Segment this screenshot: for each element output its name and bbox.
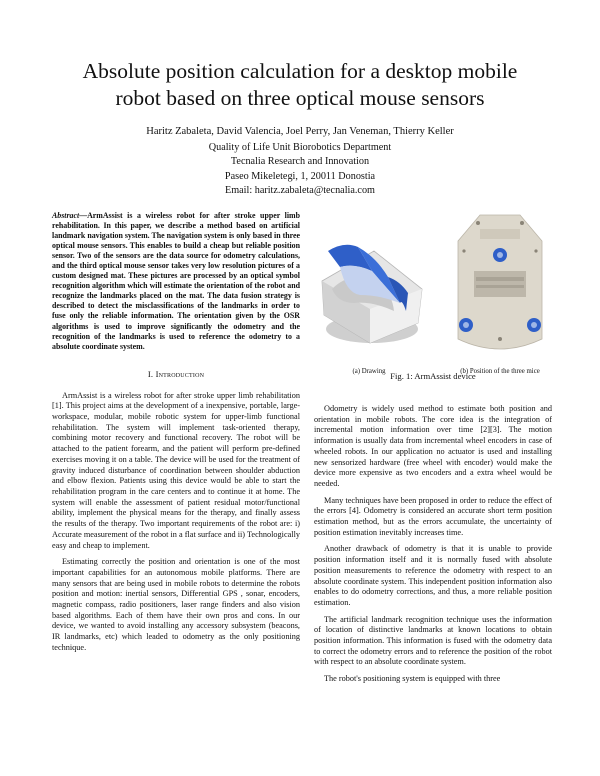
left-column: [52, 211, 300, 660]
title-line-2: robot based on three optical mouse sensors: [115, 86, 485, 110]
affiliation-address: Paseo Mikeletegi, 1, 20011 Donostia: [224, 170, 376, 182]
section-title: Introduction: [155, 368, 205, 379]
subfigure-caption-a: (a) Drawing: [352, 368, 386, 375]
paper-title: [40, 58, 560, 112]
paragraph: Estimating correctly the position and orientation is one of the most important capabilities for an autonomous mobile platforms. There are many sensors that are being used in mobile robots to determine the robots position and motion: inertial sensors, Differential GPS , sonar, encoders, magnetic compass, radio positioners, laser range finders and also vision based algorithms. Each of them have their own pros and cons. In our device, we wanted to avoid installing any accessory subsystem (beacons, IR landmarks, etc) which leaded to odometry as the only positioning technique.: [52, 557, 300, 652]
paragraph: The artificial landmark recognition technique uses the information of location of distinctive landmarks at known locations to obtain position information. This information is fused with the odometry data to correct the odometry errors and to reference the position of the robot with respect to an absolute coordinate system.: [314, 614, 552, 667]
title-line-1: Absolute position calculation for a desktop mobile: [82, 59, 518, 83]
abstract-lead: Abstract: [52, 211, 80, 220]
subfigure-caption-b: (b) Position of the three mice: [460, 368, 540, 375]
abstract: [52, 211, 300, 352]
affiliation-org: Tecnalia Research and Innovation: [230, 156, 370, 167]
left-body-text: [52, 391, 300, 654]
figure-1: [310, 211, 556, 391]
paragraph: ArmAssist is a wireless robot for after stroke upper limb rehabilitation [1]. This project aims at the development of a inexpensive, portable, large-workspace, modular, mobile robotic system for upper-limb functional rehabilitation. The system will implement task-oriented therapy, combining motor recovery and functional recovery. The robot will be attached to the patient forearm, and the patient will perform pre-defined exercises moving it on a table. The device will be used for the treatment of gravity induced disturbance of coordination between shoulder abduction and elbow flexion. Patients using this device would be able to start the rehabilitation program in the care centers and to continue it at home. The system will enable the assessment of patient residual motor/functional ability, implement the physical means for the therapy, and finally assess the results of the therapy. Two important requirements of the robot are: i) Accurate measurement of the robot in a flat surface and ii) Technologically easy and cheap to implement.: [52, 390, 300, 550]
armassist-drawing-image: [314, 211, 424, 361]
section-number: I.: [147, 368, 156, 379]
section-heading-introduction: [52, 369, 300, 379]
right-column-text: [314, 404, 552, 691]
figure-caption: Fig. 1: ArmAssist device: [390, 371, 476, 381]
paragraph: Odometry is widely used method to estimate both position and orientation in mobile robots. The core idea is the integration of incremental motion information over time [2][3]. The motion information is usually data from incremental wheel encoders in case of wheeled robots. In our application no actuator is used and installing new sensorized hardware (free wheel with encoder) would make the device more expensive as two encoders and a extra wheel would be needed.: [314, 404, 552, 488]
subfigure-mice: [450, 211, 550, 375]
author-block: [60, 125, 540, 199]
paragraph: The robot's positioning system is equipped with three: [324, 674, 501, 684]
subfigure-drawing: [314, 211, 424, 375]
paragraph: Another drawback of odometry is that it is unable to provide position information itself and it is normally fused with absolute position measurements to reference the odometry with respect to an absolute coordinate system. This independent position information also enables to do odometry corrections, and thus, a more reliable position estimation.: [314, 544, 552, 607]
abstract-text: —ArmAssist is a wireless robot for after stroke upper limb rehabilitation. In this paper, we describe a method based on artificial landmark navigation system. The navigation system is only based in three optical mouse sensors. This enables to build a cheap but reliable position sensor. Two of the sensors are the data source for odometry calculations, and the third optical mouse sensor takes very low resolution pictures of a custom designed mat. These pictures are processed by an optical symbol recognition algorithm which will estimate the orientation of the robot and recognize the landmarks placed on the mat. The data fusion strategy is described to detect the misclassifications of the landmarks in order to fuse only the reliable information. The orientation given by the OSR algorithms is used to improve significantly the odometry and the recognition of the landmarks is used to reference the odometry to a absolute coordinate system.: [52, 211, 300, 351]
affiliation-unit: Quality of Life Unit Biorobotics Department: [208, 141, 392, 153]
author-email: Email: haritz.zabaleta@tecnalia.com: [225, 185, 375, 196]
author-names: Haritz Zabaleta, David Valencia, Joel Perry, Jan Veneman, Thierry Keller: [146, 126, 454, 137]
mice-position-image: [450, 211, 550, 361]
paragraph: Many techniques have been proposed in order to reduce the effect of the errors [4]. Odometry is considered an accurate short term position estimation method, but as the errors accumulate, the uncertainty of position estimation inevitably increases time.: [314, 495, 552, 537]
